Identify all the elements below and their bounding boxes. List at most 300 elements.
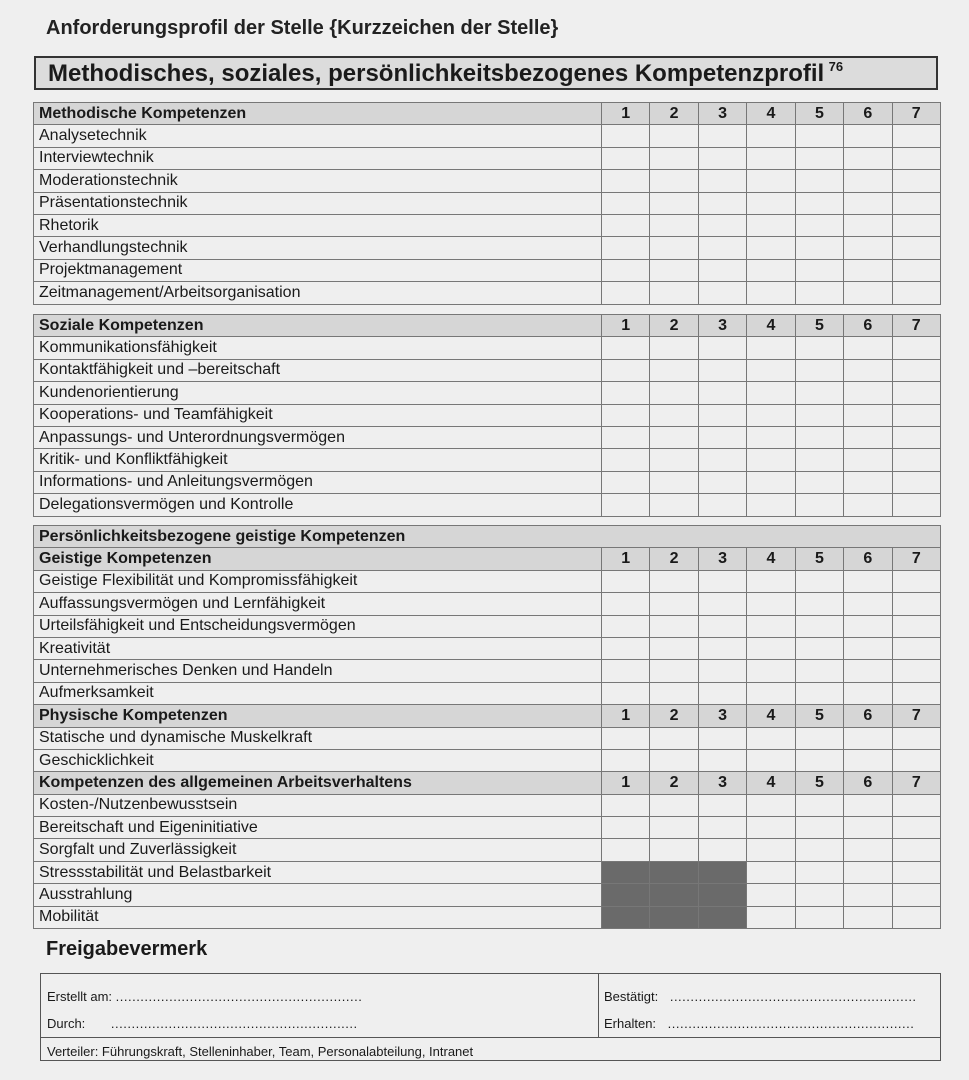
rating-cell[interactable] xyxy=(747,660,795,682)
erhalten-dots[interactable]: ............................................................ xyxy=(667,1016,915,1031)
rating-cell[interactable] xyxy=(844,794,892,816)
rating-cell[interactable] xyxy=(844,749,892,771)
rating-cell[interactable] xyxy=(795,660,843,682)
scale-label-7: 7 xyxy=(892,548,940,570)
table-row xyxy=(34,494,941,516)
shaded-cell xyxy=(650,884,698,906)
rating-cell[interactable] xyxy=(650,494,698,516)
rating-cell[interactable] xyxy=(650,449,698,471)
arbeitsverhalten-kompetenzen-header: Kompetenzen des allgemeinen Arbeitsverhaltens xyxy=(34,772,602,794)
scale-label-2: 2 xyxy=(650,772,698,794)
rating-cell[interactable] xyxy=(795,494,843,516)
rating-cell[interactable] xyxy=(844,170,892,192)
rating-cell[interactable] xyxy=(844,682,892,704)
geistig-item-label: Aufmerksamkeit xyxy=(34,682,602,704)
rating-cell[interactable] xyxy=(892,471,940,493)
rating-cell[interactable] xyxy=(602,404,650,426)
methodisch-item-label: Zeitmanagement/Arbeitsorganisation xyxy=(34,282,602,304)
rating-cell[interactable] xyxy=(795,125,843,147)
rating-cell[interactable] xyxy=(602,125,650,147)
rating-cell[interactable] xyxy=(844,192,892,214)
rating-cell[interactable] xyxy=(650,214,698,236)
table-row xyxy=(34,359,941,381)
rating-cell[interactable] xyxy=(698,494,746,516)
rating-cell[interactable] xyxy=(698,637,746,659)
rating-cell[interactable] xyxy=(795,749,843,771)
rating-cell[interactable] xyxy=(602,237,650,259)
rating-cell[interactable] xyxy=(747,494,795,516)
arbeitsverhalten-item-label: Sorgfalt und Zuverlässigkeit xyxy=(34,839,602,861)
rating-cell[interactable] xyxy=(747,794,795,816)
rating-cell[interactable] xyxy=(698,471,746,493)
rating-cell[interactable] xyxy=(844,404,892,426)
rating-cell[interactable] xyxy=(747,749,795,771)
rating-cell[interactable] xyxy=(844,861,892,883)
rating-cell[interactable] xyxy=(650,593,698,615)
rating-cell[interactable] xyxy=(602,817,650,839)
rating-cell[interactable] xyxy=(747,593,795,615)
rating-cell[interactable] xyxy=(892,147,940,169)
rating-cell[interactable] xyxy=(892,839,940,861)
rating-cell[interactable] xyxy=(795,192,843,214)
release-title: Freigabevermerk xyxy=(46,938,208,960)
rating-cell[interactable] xyxy=(844,147,892,169)
scale-label-6: 6 xyxy=(844,315,892,337)
rating-cell[interactable] xyxy=(892,637,940,659)
rating-cell[interactable] xyxy=(747,570,795,592)
table-row xyxy=(34,817,941,839)
rating-cell[interactable] xyxy=(844,884,892,906)
methodisch-item-label: Analysetechnik xyxy=(34,125,602,147)
footnote-marker: 76 xyxy=(828,58,844,74)
rating-cell[interactable] xyxy=(844,449,892,471)
rating-cell[interactable] xyxy=(795,839,843,861)
rating-cell[interactable] xyxy=(698,282,746,304)
rating-cell[interactable] xyxy=(698,192,746,214)
rating-cell[interactable] xyxy=(844,727,892,749)
erstellt-label: Erstellt am: xyxy=(47,989,113,1004)
rating-cell[interactable] xyxy=(650,471,698,493)
rating-cell[interactable] xyxy=(747,906,795,928)
table-row xyxy=(34,906,941,928)
rating-cell[interactable] xyxy=(844,337,892,359)
rating-cell[interactable] xyxy=(650,794,698,816)
scale-label-5: 5 xyxy=(795,772,843,794)
rating-cell[interactable] xyxy=(795,337,843,359)
rating-cell[interactable] xyxy=(747,471,795,493)
rating-cell[interactable] xyxy=(795,404,843,426)
rating-cell[interactable] xyxy=(698,570,746,592)
rating-cell[interactable] xyxy=(795,449,843,471)
rating-cell[interactable] xyxy=(602,259,650,281)
rating-cell[interactable] xyxy=(650,615,698,637)
release-box xyxy=(40,973,941,1061)
rating-cell[interactable] xyxy=(795,682,843,704)
rating-cell[interactable] xyxy=(795,471,843,493)
rating-cell[interactable] xyxy=(602,214,650,236)
rating-cell[interactable] xyxy=(650,125,698,147)
methodisch-item-label: Interviewtechnik xyxy=(34,147,602,169)
rating-cell[interactable] xyxy=(602,637,650,659)
rating-cell[interactable] xyxy=(650,337,698,359)
rating-cell[interactable] xyxy=(795,906,843,928)
durch-dots[interactable]: ............................................................ xyxy=(110,1016,358,1031)
rating-cell[interactable] xyxy=(747,259,795,281)
rating-cell[interactable] xyxy=(892,237,940,259)
rating-cell[interactable] xyxy=(650,237,698,259)
scale-label-5: 5 xyxy=(795,705,843,727)
rating-cell[interactable] xyxy=(650,749,698,771)
rating-cell[interactable] xyxy=(795,727,843,749)
rating-cell[interactable] xyxy=(892,861,940,883)
rating-cell[interactable] xyxy=(747,125,795,147)
rating-cell[interactable] xyxy=(698,749,746,771)
scale-label-4: 4 xyxy=(747,772,795,794)
shaded-cell xyxy=(650,861,698,883)
erhalten-label: Erhalten: xyxy=(604,1016,657,1031)
rating-cell[interactable] xyxy=(892,727,940,749)
scale-label-1: 1 xyxy=(602,315,650,337)
rating-cell[interactable] xyxy=(650,404,698,426)
physisch-item-label: Geschicklichkeit xyxy=(34,749,602,771)
rating-cell[interactable] xyxy=(650,682,698,704)
scale-label-1: 1 xyxy=(602,772,650,794)
rating-cell[interactable] xyxy=(795,817,843,839)
scale-label-2: 2 xyxy=(650,315,698,337)
rating-cell[interactable] xyxy=(892,170,940,192)
shaded-cell xyxy=(698,884,746,906)
rating-cell[interactable] xyxy=(698,359,746,381)
scale-label-2: 2 xyxy=(650,705,698,727)
shaded-cell xyxy=(602,906,650,928)
erstellt-field xyxy=(47,989,362,1004)
methodische-kompetenzen-header: Methodische Kompetenzen xyxy=(34,103,602,125)
geistig-item-label: Unternehmerisches Denken und Handeln xyxy=(34,660,602,682)
rating-cell[interactable] xyxy=(795,359,843,381)
rating-cell[interactable] xyxy=(892,359,940,381)
scale-label-7: 7 xyxy=(892,705,940,727)
rating-cell[interactable] xyxy=(747,147,795,169)
rating-cell[interactable] xyxy=(892,570,940,592)
table-row xyxy=(34,471,941,493)
rating-cell[interactable] xyxy=(892,426,940,448)
rating-cell[interactable] xyxy=(892,494,940,516)
table-row xyxy=(34,884,941,906)
rating-cell[interactable] xyxy=(795,884,843,906)
rating-cell[interactable] xyxy=(602,593,650,615)
rating-cell[interactable] xyxy=(844,494,892,516)
arbeitsverhalten-item-label: Bereitschaft und Eigeninitiative xyxy=(34,817,602,839)
rating-cell[interactable] xyxy=(892,404,940,426)
rating-cell[interactable] xyxy=(892,817,940,839)
rating-cell[interactable] xyxy=(844,660,892,682)
rating-cell[interactable] xyxy=(892,682,940,704)
table-row xyxy=(34,570,941,592)
rating-cell[interactable] xyxy=(602,359,650,381)
arbeitsverhalten-item-label: Ausstrahlung xyxy=(34,884,602,906)
rating-cell[interactable] xyxy=(747,884,795,906)
rating-cell[interactable] xyxy=(795,637,843,659)
rating-cell[interactable] xyxy=(602,839,650,861)
rating-cell[interactable] xyxy=(698,449,746,471)
rating-cell[interactable] xyxy=(602,727,650,749)
rating-cell[interactable] xyxy=(698,125,746,147)
rating-cell[interactable] xyxy=(844,593,892,615)
shaded-cell xyxy=(602,861,650,883)
scale-label-1: 1 xyxy=(602,705,650,727)
erhalten-field xyxy=(604,1016,914,1031)
rating-cell[interactable] xyxy=(892,660,940,682)
rating-cell[interactable] xyxy=(698,660,746,682)
shaded-cell xyxy=(650,906,698,928)
sozial-item-label: Kritik- und Konfliktfähigkeit xyxy=(34,449,602,471)
erstellt-dots[interactable]: ............................................................ xyxy=(115,989,363,1004)
rating-cell[interactable] xyxy=(698,237,746,259)
rating-cell[interactable] xyxy=(747,170,795,192)
rating-cell[interactable] xyxy=(844,426,892,448)
rating-cell[interactable] xyxy=(795,282,843,304)
rating-cell[interactable] xyxy=(844,259,892,281)
rating-cell[interactable] xyxy=(650,817,698,839)
scale-label-7: 7 xyxy=(892,772,940,794)
sozial-item-label: Kooperations- und Teamfähigkeit xyxy=(34,404,602,426)
rating-cell[interactable] xyxy=(747,282,795,304)
rating-cell[interactable] xyxy=(747,382,795,404)
sozial-item-label: Anpassungs- und Unterordnungsvermögen xyxy=(34,426,602,448)
rating-cell[interactable] xyxy=(650,637,698,659)
rating-cell[interactable] xyxy=(844,615,892,637)
geistig-item-label: Urteilsfähigkeit und Entscheidungsvermögen xyxy=(34,615,602,637)
rating-cell[interactable] xyxy=(747,615,795,637)
rating-cell[interactable] xyxy=(747,337,795,359)
geistige-kompetenzen-header-row xyxy=(34,548,941,570)
rating-cell[interactable] xyxy=(602,192,650,214)
rating-cell[interactable] xyxy=(795,214,843,236)
rating-cell[interactable] xyxy=(844,906,892,928)
rating-cell[interactable] xyxy=(844,282,892,304)
bestaetigt-field xyxy=(604,989,917,1004)
rating-cell[interactable] xyxy=(795,593,843,615)
rating-cell[interactable] xyxy=(747,839,795,861)
scale-label-5: 5 xyxy=(795,548,843,570)
rating-cell[interactable] xyxy=(602,337,650,359)
rating-cell[interactable] xyxy=(747,426,795,448)
scale-label-4: 4 xyxy=(747,103,795,125)
physische-kompetenzen-header: Physische Kompetenzen xyxy=(34,705,602,727)
rating-cell[interactable] xyxy=(892,449,940,471)
table-row xyxy=(34,749,941,771)
rating-cell[interactable] xyxy=(747,861,795,883)
rating-cell[interactable] xyxy=(747,404,795,426)
rating-cell[interactable] xyxy=(795,861,843,883)
scale-label-3: 3 xyxy=(698,103,746,125)
rating-cell[interactable] xyxy=(698,214,746,236)
rating-cell[interactable] xyxy=(892,593,940,615)
rating-cell[interactable] xyxy=(747,192,795,214)
rating-cell[interactable] xyxy=(698,593,746,615)
rating-cell[interactable] xyxy=(892,382,940,404)
rating-cell[interactable] xyxy=(795,570,843,592)
rating-cell[interactable] xyxy=(602,682,650,704)
arbeitsverhalten-item-label: Stressstabilität und Belastbarkeit xyxy=(34,861,602,883)
rating-cell[interactable] xyxy=(650,570,698,592)
rating-cell[interactable] xyxy=(650,192,698,214)
rating-cell[interactable] xyxy=(602,570,650,592)
bestaetigt-label: Bestätigt: xyxy=(604,989,659,1004)
rating-cell[interactable] xyxy=(844,839,892,861)
scale-label-1: 1 xyxy=(602,103,650,125)
rating-cell[interactable] xyxy=(747,449,795,471)
persoenlich-section-title: Persönlichkeitsbezogene geistige Kompetenzen xyxy=(34,526,941,548)
methodisch-item-label: Rhetorik xyxy=(34,214,602,236)
persoenlichkeitsbezogene-kompetenzen-table xyxy=(33,525,941,929)
rating-cell[interactable] xyxy=(602,170,650,192)
rating-cell[interactable] xyxy=(698,817,746,839)
methodische-kompetenzen-table xyxy=(33,102,941,305)
rating-cell[interactable] xyxy=(650,147,698,169)
rating-cell[interactable] xyxy=(795,426,843,448)
rating-cell[interactable] xyxy=(698,259,746,281)
rating-cell[interactable] xyxy=(602,449,650,471)
rating-cell[interactable] xyxy=(650,359,698,381)
rating-cell[interactable] xyxy=(892,749,940,771)
rating-cell[interactable] xyxy=(602,426,650,448)
arbeitsverhalten-item-label: Kosten-/Nutzenbewusstsein xyxy=(34,794,602,816)
rating-cell[interactable] xyxy=(602,749,650,771)
rating-cell[interactable] xyxy=(602,382,650,404)
rating-cell[interactable] xyxy=(650,660,698,682)
document-title: Anforderungsprofil der Stelle {Kurzzeichen der Stelle} xyxy=(46,17,559,39)
table-row xyxy=(34,192,941,214)
scale-label-3: 3 xyxy=(698,548,746,570)
rating-cell[interactable] xyxy=(698,147,746,169)
rating-cell[interactable] xyxy=(892,337,940,359)
sozial-item-label: Informations- und Anleitungsvermögen xyxy=(34,471,602,493)
rating-cell[interactable] xyxy=(795,259,843,281)
rating-cell[interactable] xyxy=(602,794,650,816)
rating-cell[interactable] xyxy=(650,382,698,404)
arbeitsverhalten-kompetenzen-header-row xyxy=(34,772,941,794)
methodische-kompetenzen-header-row xyxy=(34,103,941,125)
rating-cell[interactable] xyxy=(747,359,795,381)
rating-cell[interactable] xyxy=(844,125,892,147)
banner-title: Methodisches, soziales, persönlichkeitsbezogenes Kompetenzprofil xyxy=(48,60,825,87)
durch-field xyxy=(47,1016,358,1031)
rating-cell[interactable] xyxy=(844,382,892,404)
rating-cell[interactable] xyxy=(650,259,698,281)
geistig-item-label: Geistige Flexibilität und Kompromissfähigkeit xyxy=(34,570,602,592)
scale-label-6: 6 xyxy=(844,103,892,125)
physische-kompetenzen-header-row xyxy=(34,705,941,727)
rating-cell[interactable] xyxy=(795,237,843,259)
rating-cell[interactable] xyxy=(698,170,746,192)
scale-label-1: 1 xyxy=(602,548,650,570)
rating-cell[interactable] xyxy=(698,727,746,749)
rating-cell[interactable] xyxy=(698,615,746,637)
rating-cell[interactable] xyxy=(698,794,746,816)
rating-cell[interactable] xyxy=(844,817,892,839)
shaded-cell xyxy=(698,861,746,883)
rating-cell[interactable] xyxy=(698,426,746,448)
rating-cell[interactable] xyxy=(747,214,795,236)
scale-label-2: 2 xyxy=(650,103,698,125)
rating-cell[interactable] xyxy=(892,125,940,147)
scale-label-6: 6 xyxy=(844,772,892,794)
rating-cell[interactable] xyxy=(795,382,843,404)
rating-cell[interactable] xyxy=(650,839,698,861)
rating-cell[interactable] xyxy=(892,906,940,928)
rating-cell[interactable] xyxy=(747,637,795,659)
rating-cell[interactable] xyxy=(844,471,892,493)
rating-cell[interactable] xyxy=(650,426,698,448)
rating-cell[interactable] xyxy=(602,147,650,169)
scale-label-3: 3 xyxy=(698,315,746,337)
rating-cell[interactable] xyxy=(892,282,940,304)
rating-cell[interactable] xyxy=(602,471,650,493)
table-row xyxy=(34,259,941,281)
rating-cell[interactable] xyxy=(650,282,698,304)
table-row xyxy=(34,615,941,637)
rating-cell[interactable] xyxy=(698,337,746,359)
table-row xyxy=(34,170,941,192)
rating-cell[interactable] xyxy=(795,615,843,637)
rating-cell[interactable] xyxy=(602,660,650,682)
sozial-item-label: Kontaktfähigkeit und –bereitschaft xyxy=(34,359,602,381)
rating-cell[interactable] xyxy=(892,259,940,281)
rating-cell[interactable] xyxy=(747,727,795,749)
rating-cell[interactable] xyxy=(650,727,698,749)
rating-cell[interactable] xyxy=(795,170,843,192)
rating-cell[interactable] xyxy=(844,359,892,381)
rating-cell[interactable] xyxy=(795,794,843,816)
persoenlich-section-row xyxy=(34,526,941,548)
durch-label: Durch: xyxy=(47,1016,86,1031)
rating-cell[interactable] xyxy=(892,214,940,236)
rating-cell[interactable] xyxy=(892,615,940,637)
rating-cell[interactable] xyxy=(747,237,795,259)
scale-label-7: 7 xyxy=(892,315,940,337)
rating-cell[interactable] xyxy=(602,282,650,304)
rating-cell[interactable] xyxy=(650,170,698,192)
table-row xyxy=(34,682,941,704)
rating-cell[interactable] xyxy=(698,404,746,426)
sozial-item-label: Kommunikationsfähigkeit xyxy=(34,337,602,359)
table-row xyxy=(34,147,941,169)
soziale-kompetenzen-header: Soziale Kompetenzen xyxy=(34,315,602,337)
rating-cell[interactable] xyxy=(747,682,795,704)
profile-banner xyxy=(34,56,938,90)
rating-cell[interactable] xyxy=(698,382,746,404)
rating-cell[interactable] xyxy=(844,214,892,236)
rating-cell[interactable] xyxy=(844,570,892,592)
rating-cell[interactable] xyxy=(747,817,795,839)
rating-cell[interactable] xyxy=(698,682,746,704)
rating-cell[interactable] xyxy=(892,884,940,906)
release-divider-horizontal xyxy=(41,1037,940,1038)
rating-cell[interactable] xyxy=(602,494,650,516)
rating-cell[interactable] xyxy=(844,237,892,259)
rating-cell[interactable] xyxy=(698,839,746,861)
rating-cell[interactable] xyxy=(602,615,650,637)
bestaetigt-dots[interactable]: ............................................................ xyxy=(669,989,917,1004)
rating-cell[interactable] xyxy=(795,147,843,169)
rating-cell[interactable] xyxy=(892,192,940,214)
table-row xyxy=(34,404,941,426)
rating-cell[interactable] xyxy=(844,637,892,659)
rating-cell[interactable] xyxy=(892,794,940,816)
geistig-item-label: Auffassungsvermögen und Lernfähigkeit xyxy=(34,593,602,615)
sozial-item-label: Delegationsvermögen und Kontrolle xyxy=(34,494,602,516)
